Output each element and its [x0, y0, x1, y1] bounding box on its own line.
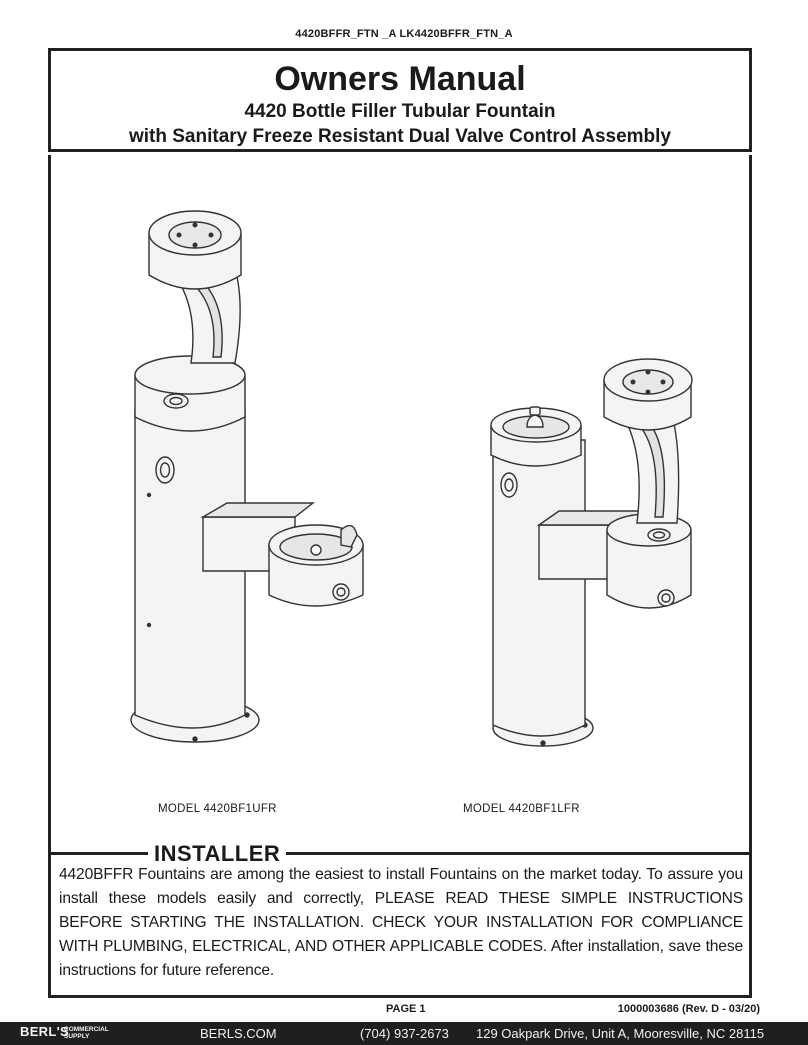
left-model-label: MODEL 4420BF1UFR: [158, 803, 277, 815]
product-subtitle-1: 4420 Bottle Filler Tubular Fountain: [244, 101, 556, 122]
product-illustration-panel: [48, 155, 752, 855]
brand-footer-bar: [0, 1022, 808, 1045]
website-link[interactable]: BERLS.COM: [200, 1026, 277, 1041]
title-box: [48, 48, 752, 152]
installer-instructions: 4420BFFR Fountains are among the easiest to install Fountains on the market today. To assure you install these models easily and correctly, PLEASE READ THESE SIMPLE INSTRUCTIONS BEFORE STARTING THE INSTALLATION. CHECK YOUR INSTALLATION FOR COMPLIANCE WITH PLUMBING, ELECTRICAL, AND OTHER APPLICABLE CODES. After installation, save these instructions for future reference.: [59, 866, 743, 979]
phone-number: (704) 937-2673: [360, 1026, 449, 1041]
street-address: 129 Oakpark Drive, Unit A, Mooresville, NC 28115: [476, 1026, 765, 1041]
fountain-illustrations: [51, 155, 749, 855]
logo-subtitle: COMMERCIAL SUPPLY: [64, 1026, 109, 1040]
right-fountain-drawing: [491, 359, 692, 746]
document-revision: 1000003686 (Rev. D - 03/20): [617, 1003, 760, 1015]
document-code: 4420BFFR_FTN _A LK4420BFFR_FTN_A: [295, 28, 513, 40]
right-model-label: MODEL 4420BF1LFR: [463, 803, 580, 815]
installer-heading: INSTALLER: [148, 841, 286, 867]
product-subtitle-2: with Sanitary Freeze Resistant Dual Valve Control Assembly: [128, 126, 672, 147]
berls-logo: BERL'S: [20, 1024, 69, 1039]
page-number: PAGE 1: [386, 1003, 426, 1015]
installer-section: [48, 841, 752, 998]
left-fountain-drawing: [131, 211, 363, 742]
page-title: Owners Manual: [274, 60, 526, 98]
